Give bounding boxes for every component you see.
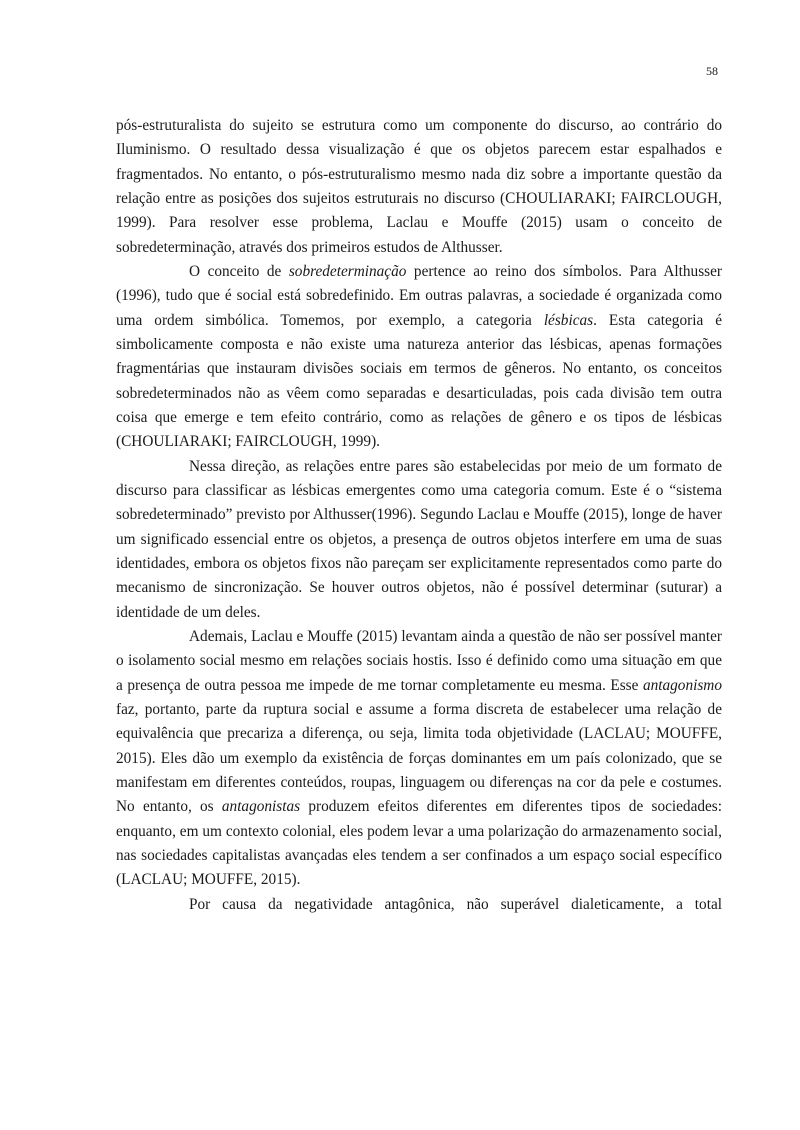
paragraph [116,455,722,625]
italic-term: antagonismo [642,676,722,694]
italic-term: antagonistas [221,798,301,816]
italic-term: lésbicas [543,311,594,329]
page-number: 58 [706,64,718,78]
paragraph-text: Nessa direção, as relações entre pares são estabelecidas por meio de um formato de discurso para classificar as lésbicas emergentes como uma categoria comum. Este é o “sistema sobredeterminado” previsto por Althusser(1996). Segundo Laclau e Mouffe (2015), longe de haver um significado essencial entre os objetos, a presença de outros objetos interfere em uma de suas identidades, embora os objetos fixos não pareçam ser explicitamente representados como parte do mecanismo de sincronização. Se houver outros objetos, não é possível determinar (suturar) a identidade de um deles. [116,457,722,621]
paragraph [116,625,722,893]
paragraph-text: Por causa da negatividade antagônica, não superável dialeticamente, a total [189,895,722,913]
paragraph [116,893,722,917]
paragraph-text: faz, portanto, parte da ruptura social e assume a forma discreta de estabelecer uma relação de equivalência que precariza a diferença, ou seja, limita toda objetividade (LACLAU; MOUFFE, 2015). Eles dão um exemplo da existência de forças dominantes em um país colonizado, que se manifestam em diferentes conteúdos, roupas, linguagem ou diferenças na cor da pele e costumes. No entanto, os [116,700,722,816]
paragraph [116,114,722,260]
paragraph-text: O conceito de [189,262,289,280]
paragraph [116,260,722,455]
paragraph-text: pós-estruturalista do sujeito se estrutura como um componente do discurso, ao contrário do Iluminismo. O resultado dessa visualização é que os objetos parecem estar espalhados e fragmentados. No entanto, o pós-estruturalismo mesmo nada diz sobre a importante questão da relação entre as posições dos sujeitos estruturais no discurso (CHOULIARAKI; FAIRCLOUGH, 1999). Para resolver esse problema, Laclau e Mouffe (2015) usam o conceito de sobredeterminação, através dos primeiros estudos de Althusser. [116,117,722,256]
body-text [116,114,722,917]
paragraph-text: Ademais, Laclau e Mouffe (2015) levantam ainda a questão de não ser possível manter o isolamento social mesmo em relações sociais hostis. Isso é definido como uma situação em que a presença de outra pessoa me impede de me tornar completamente eu mesma. Esse [116,627,722,694]
paragraph-text: pertence ao reino dos símbolos. Para Althusser (1996), tudo que é social está sobredefinido. Em outras palavras, a sociedade é organizada como uma ordem simbólica. Tomemos, por exemplo, a categoria [116,262,722,329]
italic-term: sobredeterminação [288,262,407,280]
paragraph-text: produzem efeitos diferentes em diferentes tipos de sociedades: enquanto, em um contexto colonial, eles podem levar a uma polarização do armazenamento social, nas sociedades capitalistas avançadas eles tendem a ser confinados a um espaço social específico (LACLAU; MOUFFE, 2015). [116,798,722,889]
paragraph-text: . Esta categoria é simbolicamente composta e não existe uma natureza anterior das lésbicas, apenas formações fragmentárias que instauram divisões sociais em termos de gêneros. No entanto, os conceitos sobredeterminados não as vêem como separadas e desarticuladas, pois cada divisão tem outra coisa que emerge e tem efeito contrário, como as relações de gênero e os tipos de lésbicas (CHOULIARAKI; FAIRCLOUGH, 1999). [116,311,722,451]
